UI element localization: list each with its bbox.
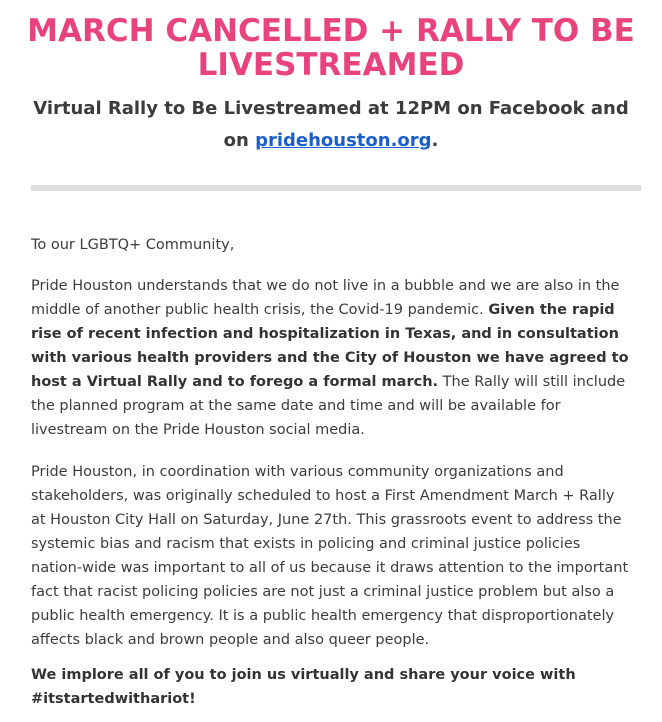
paragraph-covid-bold: Given the rapid rise of recent infection and hospitalization in Texas, and in consultation with various health providers and the City of Houston we have agreed to host a Virtual Rally and to forego a formal march. xyxy=(31,302,629,390)
subtitle-period: . xyxy=(431,130,439,151)
page-title: MARCH CANCELLED + RALLY TO BE LIVESTREAMED xyxy=(27,13,635,83)
paragraph-covid-outro: The Rally will still include the planned program at the same date and time and will be available for livestream on the Pride Houston social media. xyxy=(31,374,626,438)
paragraph-covid xyxy=(31,274,631,442)
divider xyxy=(31,185,641,191)
pridehouston-link[interactable]: pridehouston.org xyxy=(255,130,432,151)
paragraph-covid-intro: Pride Houston understands that we do not live in a bubble and we are also in the middle of another public health crisis, the Covid-19 pandemic. xyxy=(31,278,620,318)
subtitle xyxy=(20,93,642,157)
closing-statement: We implore all of you to join us virtually and share your voice with #itstartedwithariot! xyxy=(31,667,576,707)
greeting: To our LGBTQ+ Community, xyxy=(31,237,235,253)
subtitle-text: Virtual Rally to Be Livestreamed at 12PM on Facebook and on xyxy=(33,98,629,151)
paragraph-background: Pride Houston, in coordination with various community organizations and stakeholders, was originally scheduled to host a First Amendment March + Rally at Houston City Hall on Saturday, June 27th. This grassroots event to address the systemic bias and racism that exists in policing and criminal justice policies nation-wide was important to all of us because it draws attention to the important fact that racist policing policies are not just a criminal justice problem but also a public health emergency. It is a public health emergency that disproportionately affects black and brown people and also queer people. xyxy=(31,464,629,648)
